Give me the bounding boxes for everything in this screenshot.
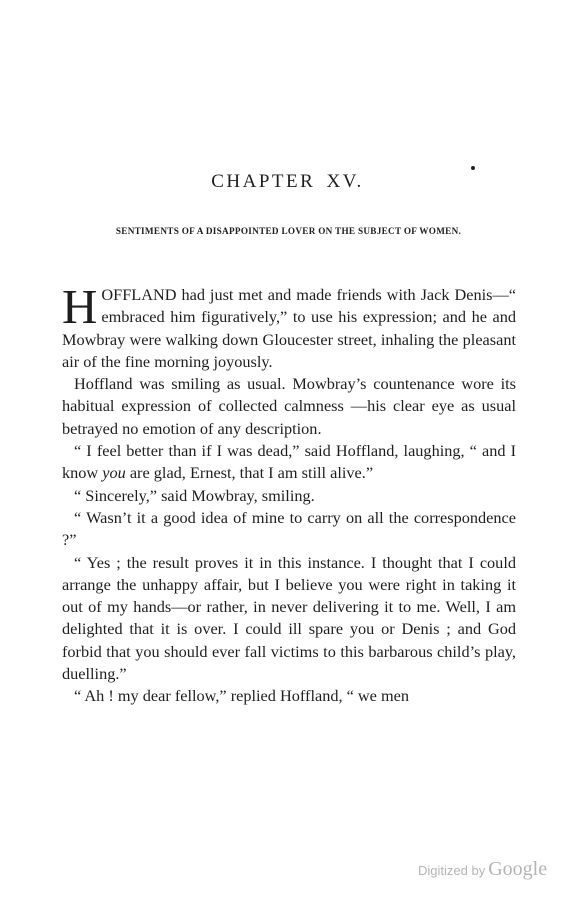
- paragraph-1: [62, 279, 516, 373]
- paragraph-1-text: OFFLAND had just met and made friends with Jack Denis—“ embraced him figuratively,” to use his expression; and he and Mowbray were walking down Gloucester street, inhaling the pleasant air of the fine morning joyously.: [62, 285, 516, 371]
- body-text: [62, 279, 516, 708]
- paragraph-3-text-b: are glad, Ernest, that I am still alive.”: [125, 463, 374, 483]
- ink-speck: [471, 166, 475, 170]
- paragraph-3-text-a: “ I feel better than if I was dead,” said Hoffland, laughing, “ and I know: [62, 441, 516, 483]
- paragraph-7: “ Ah ! my dear fellow,” replied Hoffland, “ we men: [74, 686, 409, 706]
- chapter-subtitle: SENTIMENTS OF A DISAPPOINTED LOVER ON THE SUBJECT OF WOMEN.: [115, 226, 462, 236]
- paragraph-4: “ Sincerely,” said Mowbray, smiling.: [74, 485, 315, 505]
- paragraph-3-emphasis: you: [102, 463, 126, 483]
- paragraph-2: Hoffland was smiling as usual. Mowbray’s countenance wore its habitual expression of collected calmness —his clear eye as usual betrayed no emotion of any description.: [62, 374, 516, 438]
- paragraph-5: “ Wasn’t it a good idea of mine to carry on all the correspondence ?”: [62, 507, 516, 550]
- watermark-brand: Google: [488, 858, 548, 880]
- chapter-title: CHAPTER XV.: [211, 171, 364, 192]
- digitized-watermark: [418, 858, 547, 881]
- paragraph-6: “ Yes ; the result proves it in this instance. I thought that I could arrange the unhappy affair, but I believe you were right in taking it out of my hands—or rather, in never delivering it to me. Well, I am delighted that it is over. I could ill spare you or Denis ; and God forbid that you should ever fall victims to this barbarous child’s play, duelling.”: [62, 552, 516, 684]
- watermark-prefix: Digitized by: [418, 863, 486, 878]
- drop-cap: H: [62, 279, 98, 334]
- paragraph-3: [62, 440, 516, 485]
